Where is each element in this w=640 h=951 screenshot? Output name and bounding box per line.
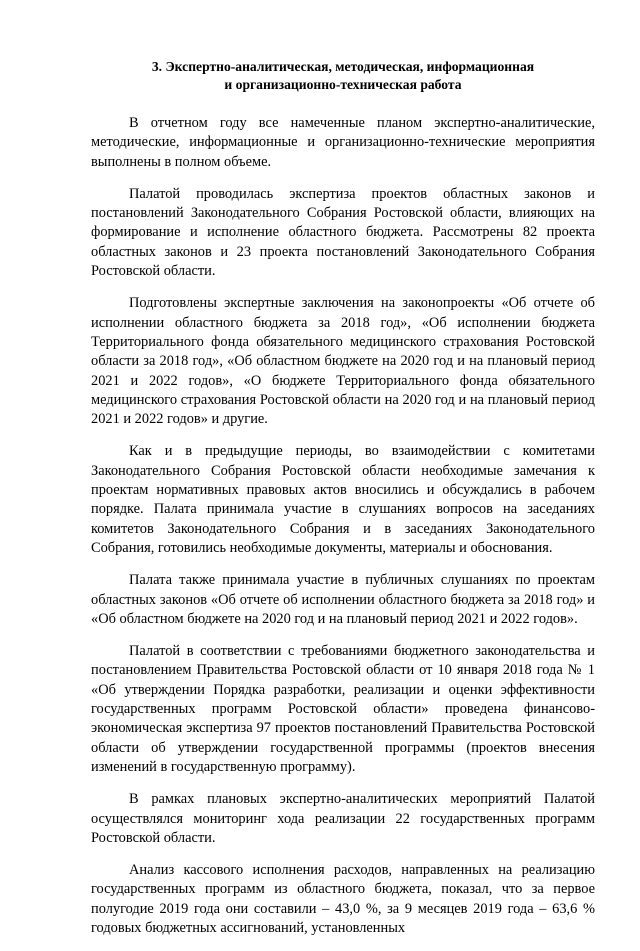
paragraph-public-hearings: Палата также принимала участие в публичных слушаниях по проектам областных законов «Об отчете об исполнении областного бюджета за 2018 год» и «Об областном бюджете на 2020 год и на плановый период 2021 и 2022 годов». <box>91 572 595 627</box>
section-heading-line-1: 3. Экспертно-аналитическая, методическая, информационная <box>151 59 535 74</box>
paragraph-committees: Как и в предыдущие периоды, во взаимодействии с комитетами Законодательного Собрания Ростовской области необходимые замечания к проектам нормативных правовых актов вносились и обсуждались в рабочем порядке. Палата принимала участие в слушаниях вопросов на заседаниях комитетов Законодательного Собрания и в заседаниях Законодательного Собрания, готовились необходимые документы, материалы и обоснования. <box>91 443 595 556</box>
paragraph-expertise: Палатой проводилась экспертиза проектов областных законов и постановлений Законодательного Собрания Ростовской области, влияющих на формирование и исполнение областного бюджета. Рассмотрены 82 проекта областных законов и 23 проекта постановлений Законодательного Собрания Ростовской области. <box>91 185 595 280</box>
document-page <box>91 58 595 951</box>
section-heading-line-2: и организационно-техническая работа <box>224 77 462 92</box>
paragraph-monitoring: В рамках плановых экспертно-аналитических мероприятий Палатой осуществлялся мониторинг хода реализации 22 государственных программ Ростовской области. <box>91 791 595 846</box>
paragraph-expert-conclusions: Подготовлены экспертные заключения на законопроекты «Об отчете об исполнении областного бюджета за 2018 год», «Об исполнении бюджета Территориального фонда обязательного медицинского страхования Ростовской области за 2018 год», «Об областном бюджете на 2020 год и на плановый период 2021 и 2022 годов», «О бюджете Территориального фонда обязательного медицинского страхования Ростовской области на 2020 год и на плановый период 2021 и 2022 годов» и другие. <box>91 295 595 428</box>
paragraph-state-programs-expertise: Палатой в соответствии с требованиями бюджетного законодательства и постановлением Правительства Ростовской области от 10 января 2018 года № 1 «Об утверждении Порядка разработки, реализации и оценки эффективности государственных программ Ростовской области» проведена финансово-экономическая экспертиза 97 проектов постановлений Правительства Ростовской области об утверждении государственной программы (проектов внесения изменений в государственную программу). <box>91 643 595 775</box>
section-heading <box>91 58 595 94</box>
paragraph-cash-execution: Анализ кассового исполнения расходов, направленных на реализацию государственных программ из областного бюджета, показал, что за первое полугодие 2019 года они составили – 43,0 %, за 9 месяцев 2019 года – 63,6 % годовых бюджетных ассигнований, установленных <box>91 862 595 936</box>
paragraph-summary: В отчетном году все намеченные планом экспертно-аналитические, методические, информационные и организационно-технические мероприятия выполнены в полном объеме. <box>91 115 595 170</box>
